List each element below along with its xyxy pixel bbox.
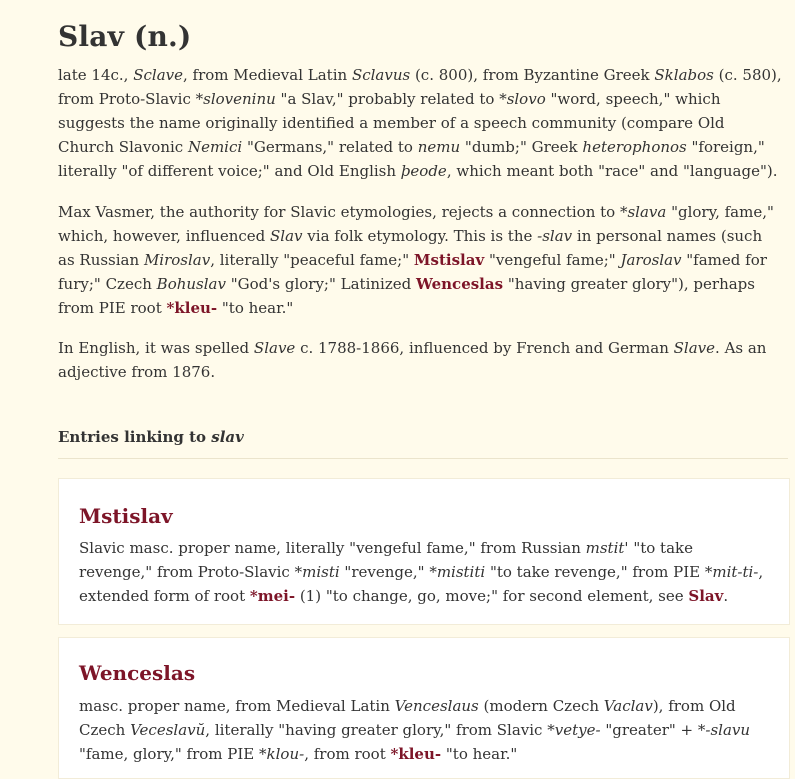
term: *mistiti: [429, 563, 486, 581]
etymology-paragraph-2: [58, 200, 783, 320]
text: late 14c.,: [58, 66, 134, 84]
text: , which meant both "race" and "language").: [446, 162, 778, 180]
text: "to hear.": [441, 745, 518, 763]
text: "God's glory;" Latinized: [225, 275, 416, 293]
text: "word, speech," which suggests the name originally identified a member of a speech community (compare Old Church Slavonic: [58, 90, 725, 156]
text: "fame, glory," from PIE: [79, 745, 260, 763]
text: (c. 580), from Proto-Slavic: [58, 66, 782, 108]
text: (c. 800), from Byzantine Greek: [410, 66, 655, 84]
text: , extended form of root: [79, 563, 764, 605]
entry-title: Slav (n.): [58, 20, 192, 53]
text: "greater" +: [600, 721, 698, 739]
text: Max Vasmer, the authority for Slavic etymologies, rejects a connection to: [58, 203, 620, 221]
link-slav[interactable]: Slav: [688, 587, 724, 605]
text: "having greater glory"), perhaps from PIE root: [58, 275, 755, 317]
term: Vaclav: [603, 697, 653, 715]
text: . As an adjective from 1876.: [58, 339, 767, 381]
card-title-link[interactable]: Mstislav: [79, 504, 173, 528]
link-mei[interactable]: *mei-: [249, 587, 296, 605]
section-divider: [58, 458, 788, 459]
term: Sclavus: [351, 66, 411, 84]
text: "dumb;" Greek: [460, 138, 583, 156]
text: "a Slav," probably related to: [275, 90, 500, 108]
text: , from root: [304, 745, 391, 763]
text: Slavic masc. proper name, literally "vengeful fame," from Russian: [79, 539, 586, 557]
text: "famed for fury;" Czech: [58, 251, 767, 293]
linked-entry-card-wenceslas: [58, 637, 790, 779]
term: *mit-ti-: [704, 563, 759, 581]
term: Slave: [673, 339, 716, 357]
term: *slava: [619, 203, 667, 221]
entries-linking-heading: [58, 428, 244, 446]
term: nemu: [417, 138, 461, 156]
text: , literally "having greater glory," from Slavic: [205, 721, 548, 739]
text: in personal names (such as Russian: [58, 227, 763, 269]
term: *vetye-: [547, 721, 601, 739]
term: Veceslavŭ: [130, 721, 206, 739]
text: (1) "to change, go, move;" for second element, see: [295, 587, 689, 605]
etymology-paragraph-1: [58, 63, 783, 183]
term: Sklabos: [654, 66, 714, 84]
text: "vengeful fame;": [484, 251, 621, 269]
term: mstit': [585, 539, 629, 557]
card-title-link[interactable]: Wenceslas: [79, 661, 196, 685]
card-text: [79, 694, 769, 766]
term: *sloveninu: [195, 90, 276, 108]
text: "to take revenge," from PIE: [485, 563, 705, 581]
text: (modern Czech: [478, 697, 604, 715]
term: Venceslaus: [394, 697, 479, 715]
term: Bohuslav: [156, 275, 226, 293]
term: Slav: [270, 227, 303, 245]
card-text: [79, 536, 769, 608]
text: "to hear.": [217, 299, 294, 317]
text: via folk etymology. This is the: [302, 227, 538, 245]
card-title-mstislav[interactable]: [79, 504, 173, 528]
term: Sclave: [133, 66, 183, 84]
text: "foreign," literally "of different voice;" and Old English: [58, 138, 765, 180]
heading-text: Entries linking to: [58, 428, 212, 446]
text: "to take revenge," from Proto-Slavic: [79, 539, 693, 581]
term: *-slavu: [697, 721, 751, 739]
link-kleu[interactable]: *kleu-: [390, 745, 442, 763]
term: þeode: [400, 162, 447, 180]
text: In English, it was spelled: [58, 339, 254, 357]
text: ), from Old Czech: [79, 697, 736, 739]
etymology-paragraph-3: [58, 336, 783, 384]
heading-term: slav: [211, 428, 244, 446]
text: , literally "peaceful fame;": [210, 251, 414, 269]
term: *misti: [294, 563, 340, 581]
link-wenceslas[interactable]: Wenceslas: [415, 275, 504, 293]
text: "revenge,": [339, 563, 430, 581]
text: masc. proper name, from Medieval Latin: [79, 697, 395, 715]
card-title-wenceslas[interactable]: [79, 661, 195, 685]
text: "glory, fame," which, however, influenced: [58, 203, 774, 245]
term: Slave: [253, 339, 296, 357]
text: "Germans," related to: [242, 138, 418, 156]
text: , from Medieval Latin: [183, 66, 352, 84]
term: Jaroslav: [620, 251, 682, 269]
term: -slav: [537, 227, 573, 245]
text: c. 1788-1866, influenced by French and German: [295, 339, 674, 357]
link-mstislav[interactable]: Mstislav: [413, 251, 485, 269]
term: heterophonos: [582, 138, 687, 156]
link-kleu[interactable]: *kleu-: [166, 299, 218, 317]
term: *klou-: [259, 745, 305, 763]
linked-entry-card-mstislav: [58, 478, 790, 625]
text: .: [723, 587, 729, 605]
term: Nemici: [187, 138, 243, 156]
term: Miroslav: [143, 251, 211, 269]
term: *slovo: [499, 90, 546, 108]
